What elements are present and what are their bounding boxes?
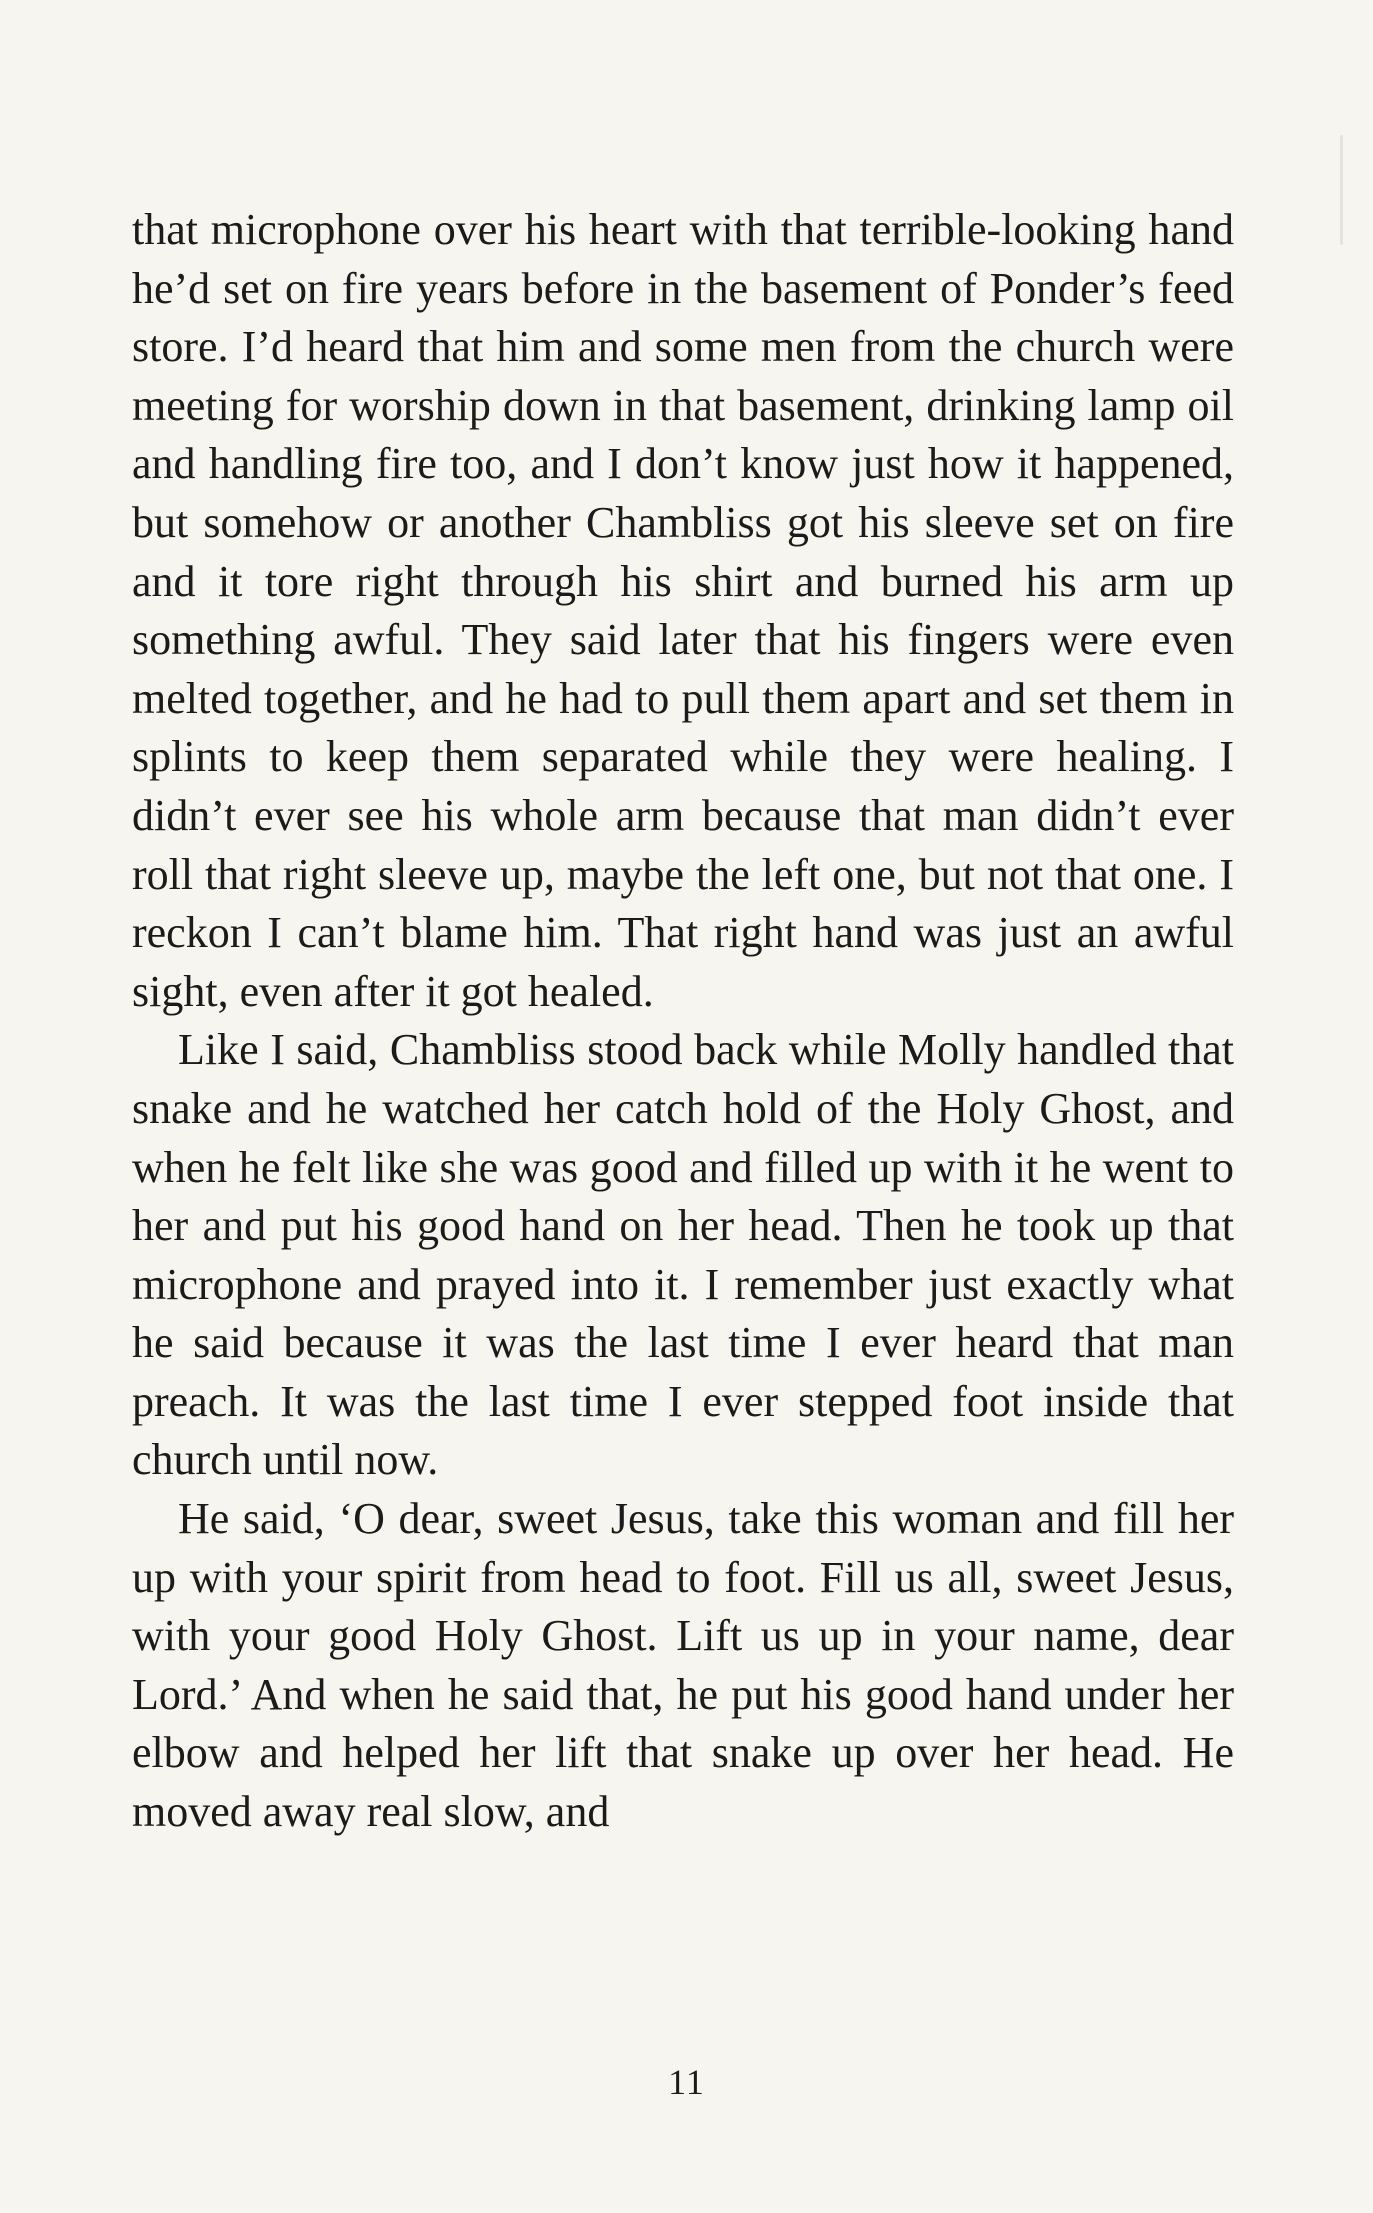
page-edge-mark — [1340, 135, 1343, 245]
paragraph-1: that microphone over his heart with that terrible-looking hand he’d set on fire years before in the basement of Ponder’s feed store. I’d heard that him and some men from the church were meeting for worship down in that basement, drinking lamp oil and handling fire too, and I don’t know just how it happened, but somehow or another Chambliss got his sleeve set on fire and it tore right through his shirt and burned his arm up something awful. They said later that his fingers were even melted together, and he had to pull them apart and set them in splints to keep them separated while they were healing. I didn’t ever see his whole arm because that man didn’t ever roll that right sleeve up, maybe the left one, but not that one. I reckon I can’t blame him. That right hand was just an awful sight, even after it got healed. — [132, 205, 1234, 1016]
body-text — [132, 201, 1234, 1842]
paragraph-2: Like I said, Chambliss stood back while Molly handled that snake and he watched her catch hold of the Holy Ghost, and when he felt like she was good and filled up with it he went to her and put his good hand on her head. Then he took up that microphone and prayed into it. I remember just exactly what he said because it was the last time I ever heard that man preach. It was the last time I ever stepped foot inside that church until now. — [132, 1025, 1234, 1485]
paragraph-3: He said, ‘O dear, sweet Jesus, take this woman and fill her up with your spirit from head to foot. Fill us all, sweet Jesus, with your good Holy Ghost. Lift us up in your name, dear Lord.’ And when he said that, he put his good hand under her elbow and helped her lift that snake up over her head. He moved away real slow, and — [132, 1494, 1234, 1837]
page-number: 11 — [668, 2062, 705, 2102]
